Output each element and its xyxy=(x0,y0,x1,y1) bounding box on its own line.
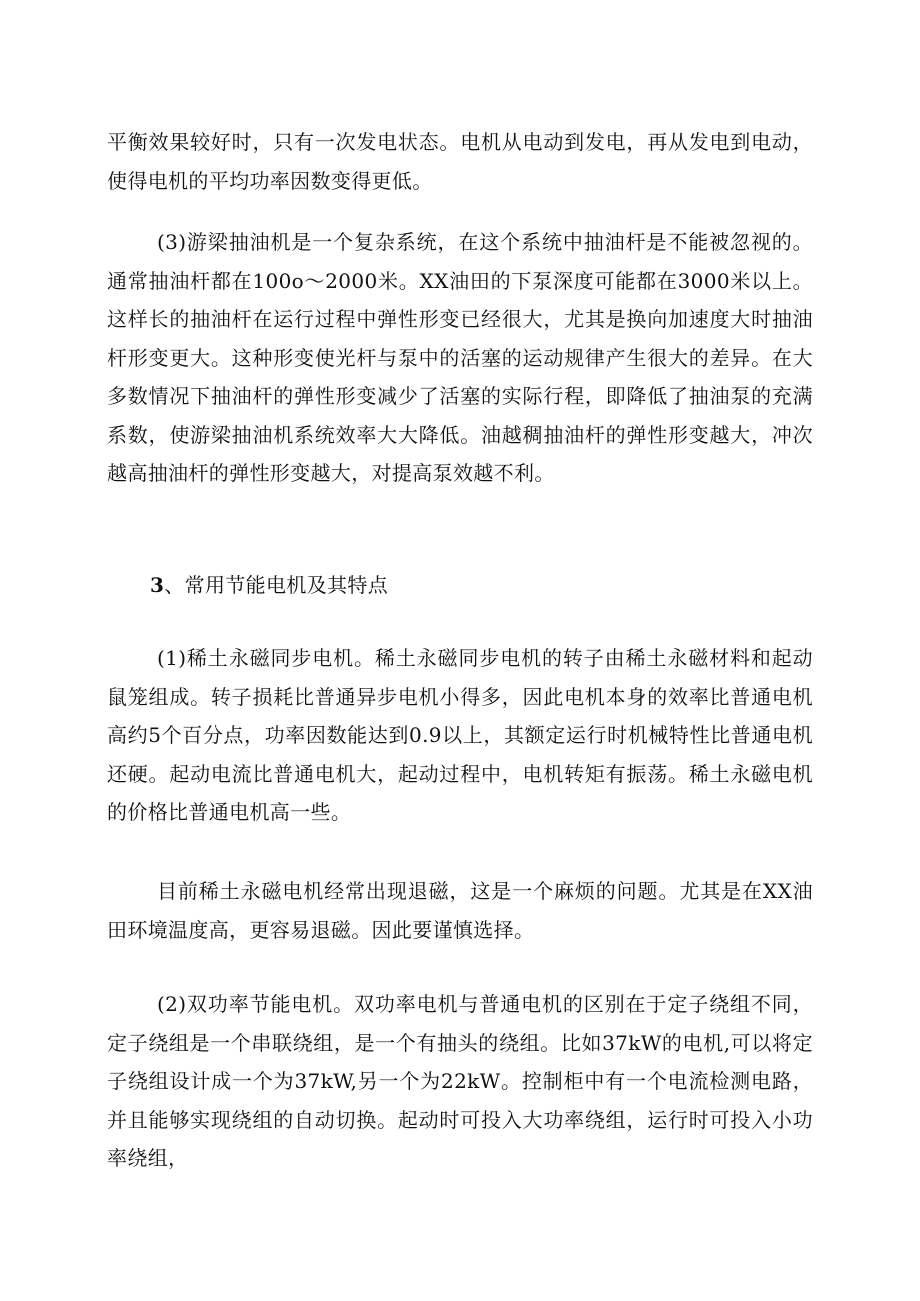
paragraph-continuation: 平衡效果较好时，只有一次发电状态。电机从电动到发电，再从发电到电动，使得电机的平均功率因数变得更低。 xyxy=(107,130,813,193)
section-heading-number: 3 xyxy=(150,573,165,597)
section-heading-title: 、常用节能电机及其特点 xyxy=(164,573,389,597)
paragraph-demagnetization: 目前稀土永磁电机经常出现退磁，这是一个麻烦的问题。尤其是在XX油田环境温度高，更容易退磁。因此要谨慎选择。 xyxy=(107,879,813,942)
paragraph-dual-power-motor: (2)双功率节能电机。双功率电机与普通电机的区别在于定子绕组不同，定子绕组是一个串联绕组，是一个有抽头的绕组。比如37kW的电机,可以将定子绕组设计成一个为37kW,另一个为22kW。控制柜中有一个电流检测电路，并且能够实现绕组的自动切换。起动时可投入大功率绕组，运行时可投入小功率绕组， xyxy=(107,992,813,1170)
paragraph-pumping-unit-rod: (3)游梁抽油机是一个复杂系统，在这个系统中抽油杆是不能被忽视的。通常抽油杆都在100o～2000米。XX油田的下泵深度可能都在3000米以上。这样长的抽油杆在运行过程中弹性形变已经很大，尤其是换向加速度大时抽油杆形变更大。这种形变使光杆与泵中的活塞的运动规律产生很大的差异。在大多数情况下抽油杆的弹性形变减少了活塞的实际行程，即降低了抽油泵的充满系数，使游梁抽油机系统效率大大降低。油越稠抽油杆的弹性形变越大，冲次越高抽油杆的弹性形变越大，对提高泵效越不利。 xyxy=(107,230,813,485)
paragraph-rare-earth-motor: (1)稀土永磁同步电机。稀土永磁同步电机的转子由稀土永磁材料和起动鼠笼组成。转子损耗比普通异步电机小得多，因此电机本身的效率比普通电机高约5个百分点，功率因数能达到0.9以上，其额定运行时机械特性比普通电机还硬。起动电流比普通电机大，起动过程中，电机转矩有振荡。稀土永磁电机的价格比普通电机高一些。 xyxy=(107,646,813,824)
section-heading xyxy=(150,566,810,605)
